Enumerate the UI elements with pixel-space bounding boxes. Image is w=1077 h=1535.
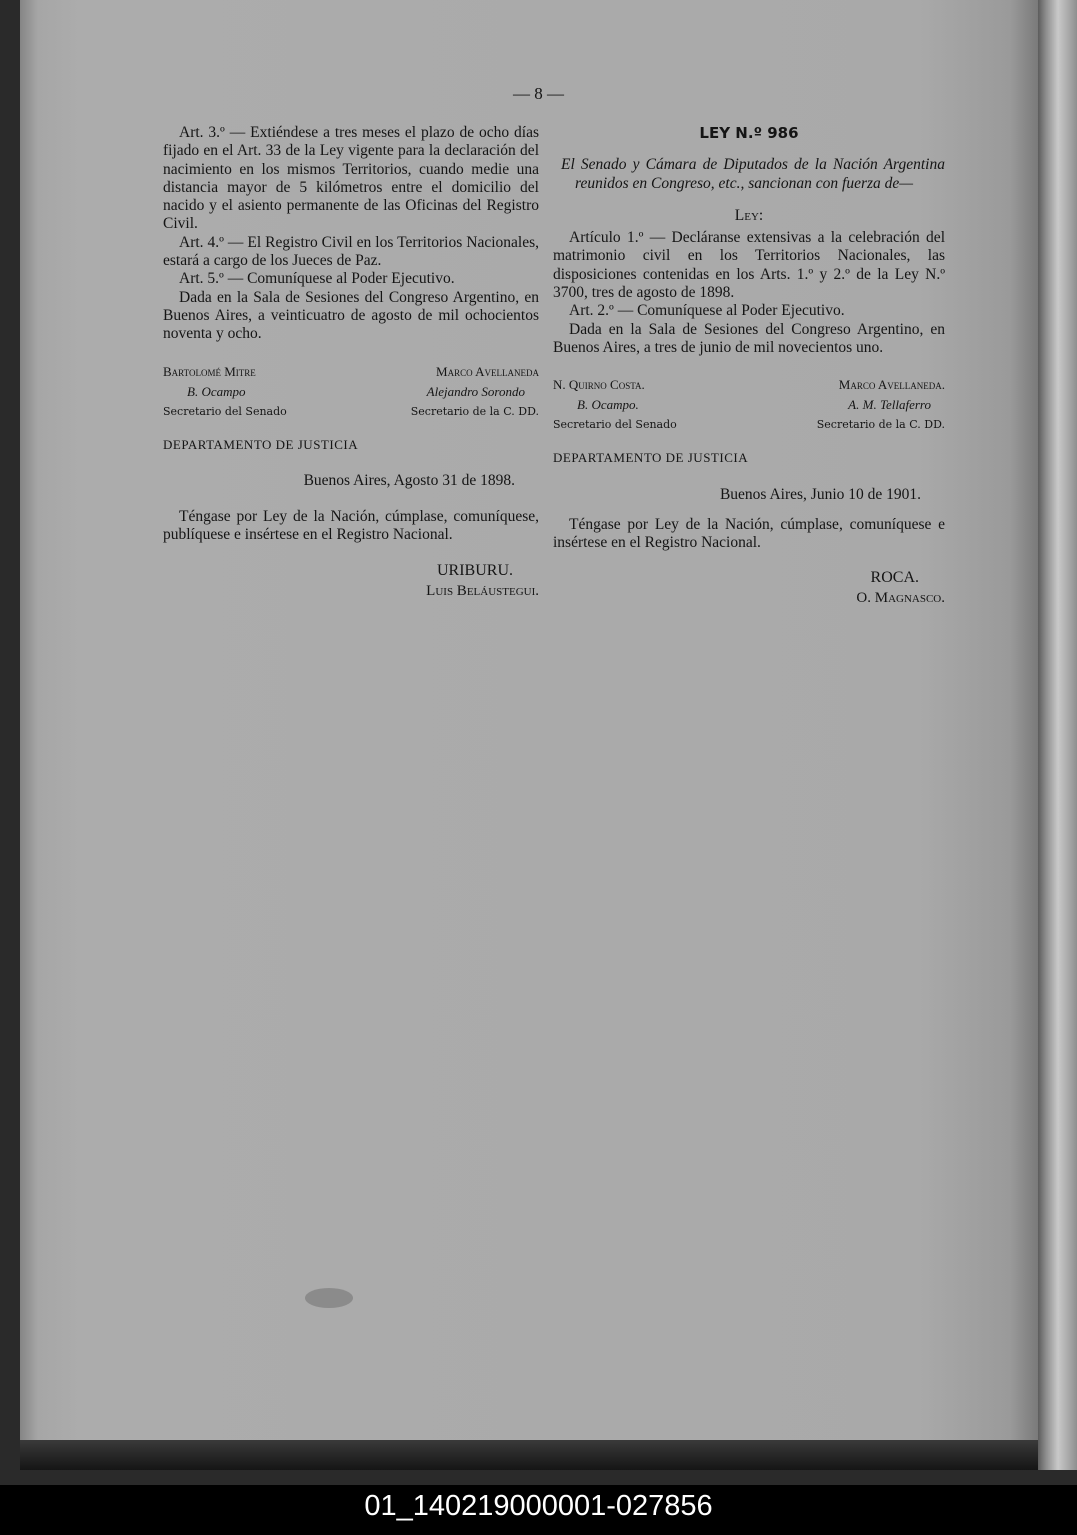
executive-signers — [553, 568, 945, 608]
deputies-signature-block — [817, 375, 945, 435]
bleed-through-heading — [130, 35, 770, 75]
page-number: — 8 — — [513, 84, 564, 103]
article-4-paragraph: Art. 4.º — El Registro Civil en los Territorios Nacionales, estará a cargo de los Jueces de Paz. — [163, 233, 539, 270]
deputies-secretary-title: Secretario de la C. DD. — [816, 418, 945, 432]
left-column — [163, 124, 539, 601]
congress-signatures — [163, 362, 539, 422]
article-3-paragraph: Art. 3.º — Extiéndese a tres meses el plazo de ocho días fijado en el Art. 33 de la Ley vigente para la declaración del nacimiento en los mismos Territorios, cuando medie una distancia mayor de 5 kilómetros entre el domicilio del nacido y el asiento permanente de las Oficinas del Registro Civil. — [163, 124, 539, 233]
deputies-signature-block — [411, 362, 539, 422]
department-heading: DEPARTAMENTO DE JUSTICIA — [553, 450, 749, 466]
senate-president-name: N. Quirno Costa. — [553, 377, 645, 393]
senate-president-name: Bartolomé Mitre — [163, 363, 256, 379]
sheet-bottom-shadow — [20, 1440, 1038, 1470]
president-signature: URIBURU. — [436, 561, 513, 579]
deputies-secretary-title: Secretario de la C. DD. — [410, 404, 539, 418]
decree-date: Buenos Aires, Junio 10 de 1901. — [719, 485, 921, 503]
senate-secretary-name: B. Ocampo. — [577, 397, 639, 413]
right-column — [553, 124, 945, 608]
article-2-paragraph: Art. 2.º — Comuníquese al Poder Ejecutivo. — [569, 302, 845, 320]
enactment-date-paragraph: Dada en la Sala de Sesiones del Congreso Argentino, en Buenos Aires, a veinticuatro de agosto de mil ochocientos noventa y ocho. — [163, 288, 539, 343]
article-5-paragraph: Art. 5.º — Comuníquese al Poder Ejecutivo. — [179, 270, 455, 288]
president-signature: ROCA. — [870, 569, 919, 587]
ley-label: Ley: — [734, 206, 764, 224]
ink-smudge — [305, 1288, 353, 1308]
senate-secretary-title: Secretario del Senado — [553, 418, 677, 432]
law-title: LEY N.º 986 — [699, 124, 799, 142]
executive-signers — [163, 561, 539, 601]
senate-secretary-name: B. Ocampo — [187, 383, 246, 399]
senate-secretary-title: Secretario del Senado — [163, 404, 287, 418]
deputies-president-name: Marco Avellaneda. — [838, 377, 945, 393]
department-heading: DEPARTAMENTO DE JUSTICIA — [163, 436, 359, 452]
deputies-secretary-name: Alejandro Sorondo — [426, 383, 525, 399]
decree-text: Téngase por Ley de la Nación, cúmplase, comuníquese e insértese en el Registro Nacional. — [553, 515, 945, 552]
deputies-president-name: Marco Avellaneda — [436, 363, 539, 379]
decree-text: Téngase por Ley de la Nación, cúmplase, comuníquese, publíquese e insértese en el Registro Nacional. — [163, 508, 539, 544]
senate-signature-block — [553, 375, 677, 435]
decree-date: Buenos Aires, Agosto 31 de 1898. — [303, 471, 515, 489]
book-spine-edge — [1038, 0, 1077, 1470]
scan-id-caption: 01_140219000001-027856 — [0, 1485, 1077, 1535]
enacting-clause: El Senado y Cámara de Diputados de la Nación Argentina reunidos en Congreso, etc., sancionan con fuerza de— — [561, 156, 945, 192]
senate-signature-block — [163, 362, 287, 422]
enactment-date-paragraph: Dada en la Sala de Sesiones del Congreso Argentino, en Buenos Aires, a tres de junio de mil novecientos uno. — [553, 320, 945, 356]
deputies-secretary-name: A. M. Tellaferro — [848, 397, 931, 413]
minister-signature: O. Magnasco. — [856, 590, 945, 607]
article-1-paragraph: Artículo 1.º — Decláranse extensivas a la celebración del matrimonio civil en los Territorios Nacionales, las disposiciones contenidas en los Arts. 1.º y 2.º de la Ley N.º 3700, tres de agosto de 1898. — [553, 229, 945, 302]
congress-signatures — [553, 375, 945, 435]
minister-signature: Luis Beláustegui. — [426, 582, 539, 599]
